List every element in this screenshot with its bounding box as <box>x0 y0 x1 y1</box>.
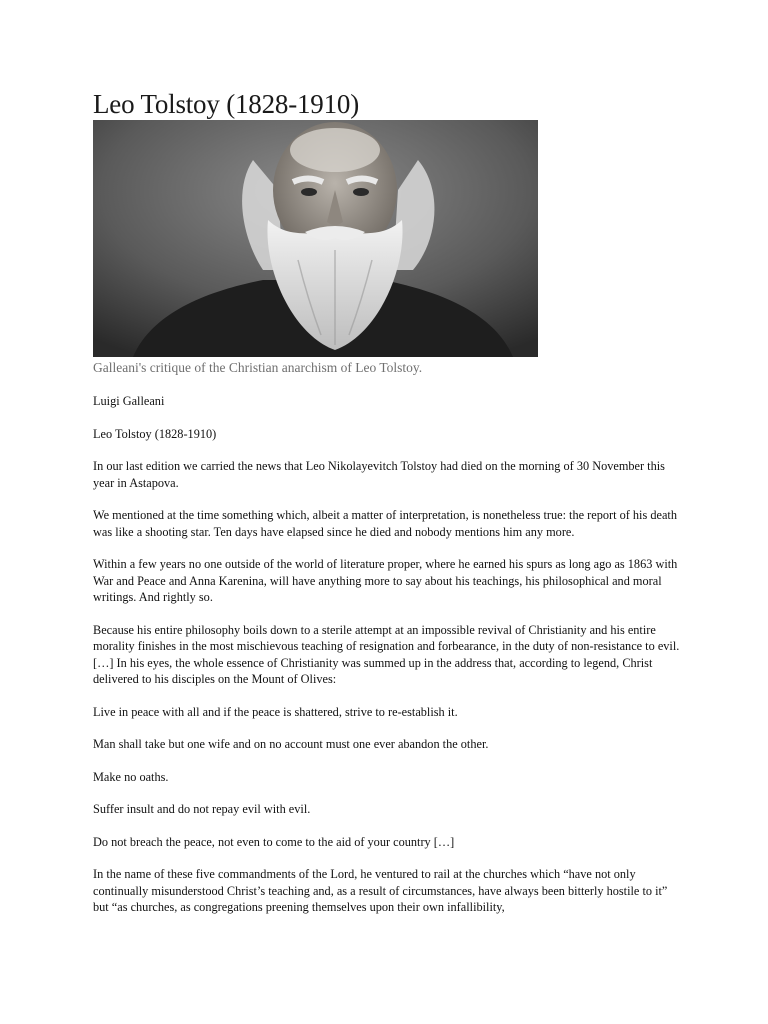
body-paragraph: Within a few years no one outside of the world of literature proper, where he earned his spurs as long ago as 1863 with War and Peace and Anna Karenina, will have anything more to say about his teachings, his philosophical and moral writings. And rightly so. <box>93 557 678 604</box>
commandment-line: Live in peace with all and if the peace is shattered, strive to re-establish it. <box>93 704 458 719</box>
commandment-line: Do not breach the peace, not even to come to the aid of your country […] <box>93 834 455 849</box>
document-page <box>93 88 683 932</box>
body-paragraph: In our last edition we carried the news that Leo Nikolayevitch Tolstoy had died on the morning of 30 November this year in Astapova. <box>93 459 665 490</box>
article-subtitle: Leo Tolstoy (1828-1910) <box>93 426 217 441</box>
page-title: Leo Tolstoy (1828-1910) <box>93 89 359 119</box>
commandment-line: Suffer insult and do not repay evil with evil. <box>93 802 311 816</box>
body-paragraph: In the name of these five commandments of the Lord, he ventured to rail at the churches which “have not only continually misunderstood Christ’s teaching and, as a result of circumstances, have always been bitterly hostile to it” but “as churches, as congregations preening themselves upon their own infallibility, <box>93 867 668 914</box>
body-paragraph: We mentioned at the time something which, albeit a matter of interpretation, is nonetheless true: the report of his death was like a shooting star. Ten days have elapsed since he died and nobody mentions him any more. <box>93 508 677 539</box>
commandment-line: Make no oaths. <box>93 769 169 784</box>
photo-caption: Galleani's critique of the Christian anarchism of Leo Tolstoy. <box>93 360 423 375</box>
author-line: Luigi Galleani <box>93 394 165 408</box>
tolstoy-portrait-photo <box>93 120 538 357</box>
body-paragraph: Because his entire philosophy boils down to a sterile attempt at an impossible revival of Christianity and his entire morality finishes in the most mischievous teaching of resignation and forbearance, in the duty of non-resistance to evil. […] In his eyes, the whole essence of Christianity was summed up in the address that, according to legend, Christ delivered to his disciples on the Mount of Olives: <box>93 622 680 686</box>
commandment-line: Man shall take but one wife and on no account must one ever abandon the other. <box>93 737 489 751</box>
